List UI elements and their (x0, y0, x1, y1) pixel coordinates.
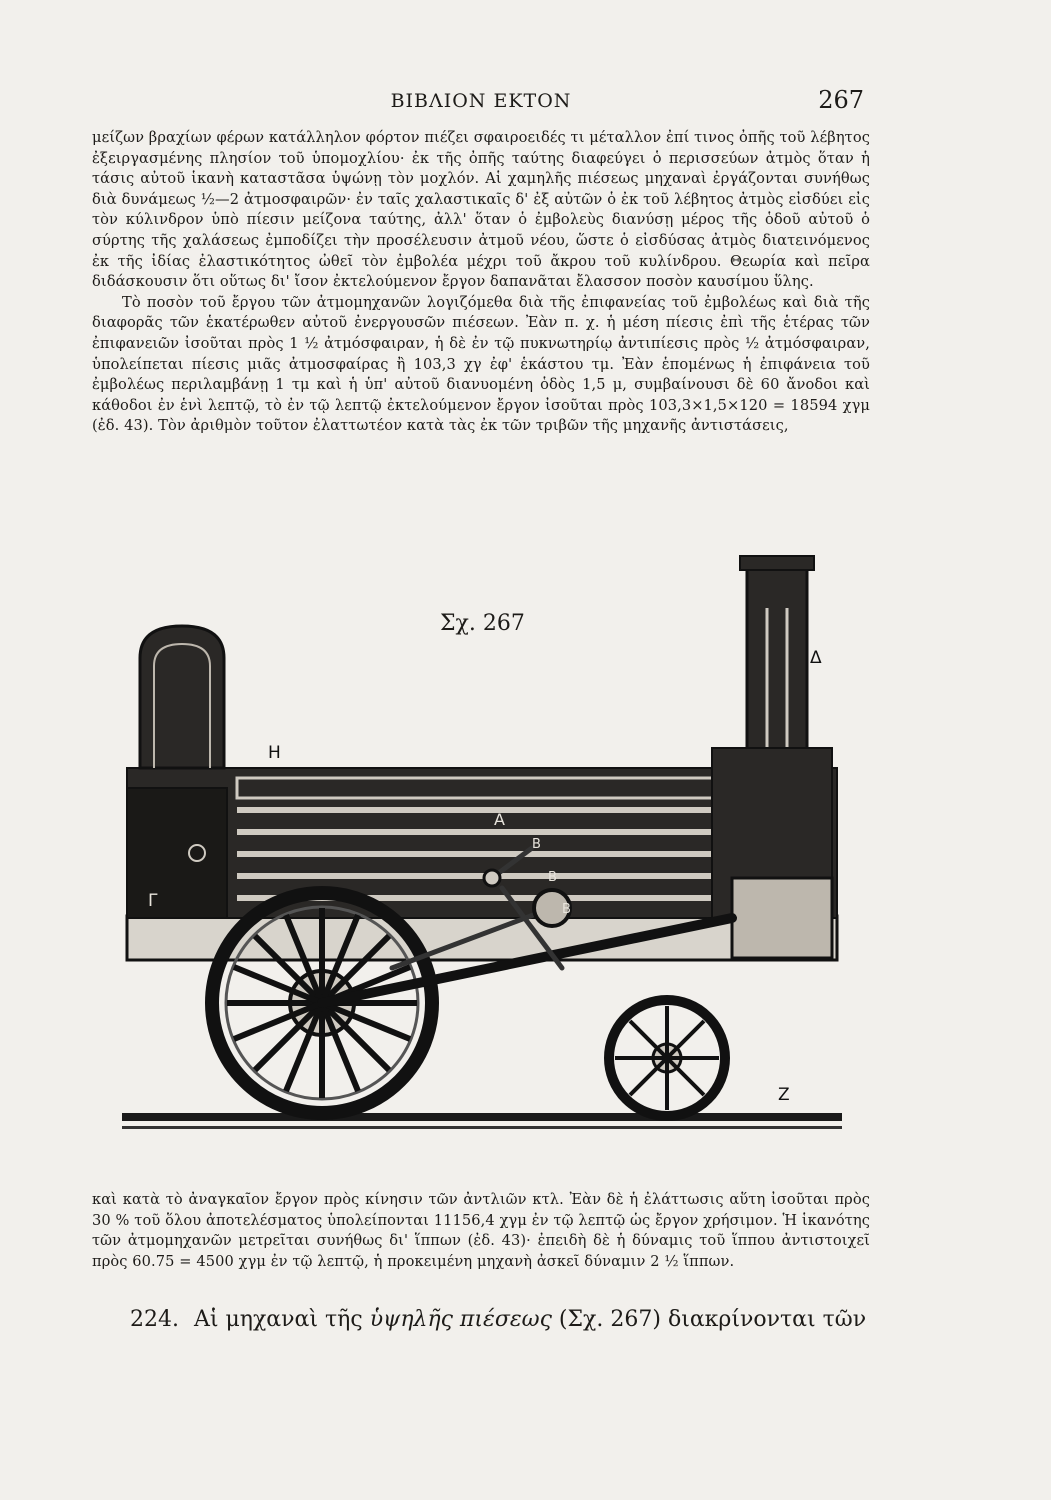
header-title: ΒΙΒΛΙΟΝ ΕΚΤΟΝ (390, 90, 572, 112)
label-zeta: Ζ (778, 1085, 790, 1105)
figure-caption: Σχ. 267 (440, 611, 525, 636)
paragraph-2: Τὸ ποσὸν τοῦ ἔργου τῶν ἀτμομηχανῶν λογιζόμεθα διὰ τῆς ἐπιφανείας τοῦ ἐμβολέως καὶ διὰ τῆς διαφορᾶς τῶν ἑκατέρωθεν αὐτοῦ ἐνεργουσῶν πιέσεων. Ἐὰν π. χ. ἡ μέση πίεσις ἐπὶ τῆς ἑτέρας τῶν ἐπιφανειῶν ἰσοῦται πρὸς 1 ½ ἀτμόσφαιραν, ἡ δὲ ἐν τῷ πυκνωτηρίῳ ἀντιπίεσις πρὸς ½ ἀτμόσφαιραν, ὑπολείπεται πίεσις μιᾶς ἀτμοσφαίρας ἢ 103,3 χγ ἐφ' ἑκάστου τμ. Ἐὰν ἑπομένως ἡ ἐπιφάνεια τοῦ ἐμβολέως περιλαμβάνῃ 1 τμ καὶ ἡ ὑπ' αὐτοῦ διανυομένη ὁδὸς 1,5 μ, συμβαίνουσι δὲ 60 ἄνοδοι καὶ κάθοδοι ἐν ἑνὶ λεπτῷ, τὸ ἐν τῷ λεπτῷ ἐκτελούμενον ἔργον ἰσοῦται πρὸς 103,3×1,5×120 = 18594 χγμ (ἐδ. 43). Τὸν ἀριθμὸν τοῦτον ἐλαττωτέον κατὰ τὰς ἐκ τῶν τριβῶν τῆς μηχανῆς ἀντιστάσεις, (92, 293, 870, 435)
section-text-start: Αἱ μηχαναὶ τῆς (193, 1307, 363, 1332)
front-wheel (609, 1000, 725, 1116)
label-beta-1: Β (532, 837, 541, 852)
body-text-bottom (92, 1190, 870, 1272)
label-beta-3: Β (562, 902, 571, 917)
paragraph-3: καὶ κατὰ τὸ ἀναγκαῖον ἔργον πρὸς κίνησιν τῶν ἀντλιῶν κτλ. Ἐὰν δὲ ἡ ἐλάττωσις αὕτη ἰσοῦται πρὸς 30 % τοῦ ὅλου ἀποτελέσματος ὑπολείπονται 11156,4 χγμ ἐν τῷ λεπτῷ ὡς ἔργον χρήσιμον. Ἡ ἱκανότης τῶν ἀτμομηχανῶν μετρεῖται συνήθως δι' ἵππων (ἐδ. 43)· ἐπειδὴ δὲ ἡ δύναμις τοῦ ἵππου ἀντιστοιχεῖ πρὸς 60.75 = 4500 χγμ ἐν τῷ λεπτῷ, ἡ προκειμένη μηχανὴ ἀσκεῖ δύναμιν 2 ½ ἵππων. (92, 1191, 870, 1270)
label-gamma: Γ (148, 891, 158, 911)
page-number: 267 (818, 86, 864, 114)
section-text-end: (Σχ. 267) διακρίνονται τῶν (558, 1307, 867, 1332)
body-text-top (92, 128, 870, 437)
locomotive-figure (92, 548, 882, 1168)
locomotive-engraving (92, 548, 882, 1168)
label-delta: Δ (810, 648, 822, 668)
running-header (92, 86, 870, 118)
section-text-italic: ὑψηλῆς πιέσεως (369, 1307, 552, 1332)
section-number: 224. (130, 1307, 179, 1332)
label-beta-2: Β (548, 870, 557, 885)
paragraph-1: μείζων βραχίων φέρων κατάλληλον φόρτον πιέζει σφαιροειδές τι μέταλλον ἐπί τινος ὀπῆς τοῦ λέβητος ἐξειργασμένης πλησίον τοῦ ὑπομοχλίου· ἐκ τῆς ὀπῆς ταύτης διαφεύγει ὁ περισσεύων ἀτμὸς ὅταν ἡ τάσις αὐτοῦ ἱκανὴ καταστᾶσα ὑψώνῃ τὸν μοχλόν. Αἱ χαμηλῆς πιέσεως μηχαναὶ ἐργάζονται συνήθως διὰ δυνάμεως ½—2 ἀτμοσφαιρῶν· ἐν ταῖς χαλαστικαῖς δ' ἐξ αὐτῶν ὁ ἐκ τοῦ λέβητος ἀτμὸς εἰσδύει εἰς τὸν κύλινδρον ὑπὸ πίεσιν μείζονα ταύτης, ἀλλ' ὅταν ὁ ἐμβολεὺς διανύσῃ μέρος τῆς ὁδοῦ αὐτοῦ ὁ σύρτης τῆς χαλάσεως ἐμποδίζει τὴν προσέλευσιν ἀτμοῦ νέου, ὥστε ὁ εἰσδύσας ἀτμὸς διατεινόμενος ἐκ τῆς ἰδίας ἐλαστικότητος ὠθεῖ τὸν ἐμβολέα μέχρι τοῦ ἄκρου τοῦ κυλίνδρου. Θεωρία καὶ πεῖρα διδάσκουσιν ὅτι οὕτως δι' ἴσον ἐκτελούμενον ἔργον δαπανᾶται ἔλασσον ποσὸν καυσίμου ὕλης. (92, 129, 870, 291)
label-alpha: Α (494, 810, 505, 829)
label-eta: Η (268, 743, 281, 763)
section-224-heading (130, 1306, 890, 1334)
